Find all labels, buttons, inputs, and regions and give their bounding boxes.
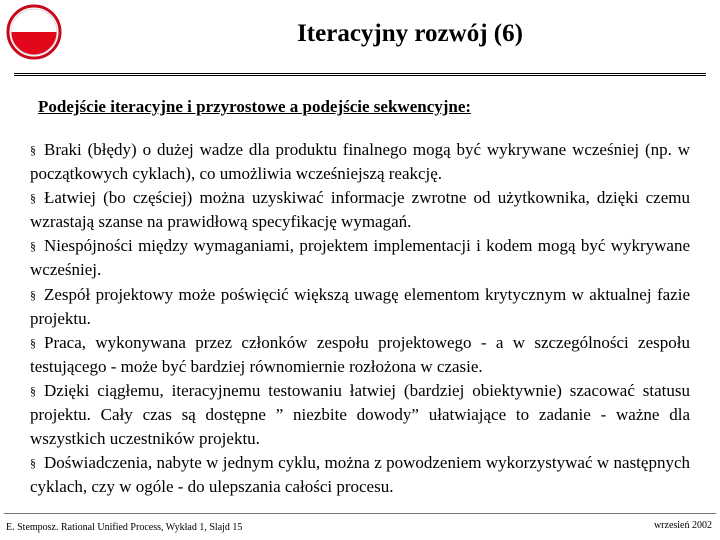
bullet-item [30, 283, 690, 331]
section-sign-icon: § [30, 335, 36, 350]
bullet-item [30, 379, 690, 451]
section-sign-icon: § [30, 287, 36, 302]
bullet-text: Zespół projektowy może poświęcić większą uwagę elementom krytycznym w aktualnej fazie projektu. [30, 284, 690, 328]
bullet-item [30, 331, 690, 379]
bullet-text: Doświadczenia, nabyte w jednym cyklu, można z powodzeniem wykorzystywać w następnych cyklach, czy w ogóle - do ulepszania całości procesu. [30, 453, 690, 497]
bullet-text: Dzięki ciągłemu, iteracyjnemu testowaniu łatwiej (bardziej obiektywnie) szacować statusu projektu. Cały czas są dostępne ” niezbite dowody” ułatwiające to zadanie - ważne dla wszystkich uczestników projektu. [30, 380, 690, 449]
section-subtitle: Podejście iteracyjne i przyrostowe a podejście sekwencyjne: [38, 97, 472, 116]
title-divider [14, 73, 706, 76]
bullet-list [30, 138, 690, 499]
section-sign-icon: § [30, 239, 36, 254]
polish-flag-circle-icon [6, 4, 62, 60]
bullet-text: Niespójności między wymaganiami, projektem implementacji i kodem mogą być wykrywane wcześniej. [30, 236, 690, 280]
bullet-text: Praca, wykonywana przez członków zespołu projektowego - a w szczególności zespołu testującego - może być bardziej równomiernie rozłożona w czasie. [30, 332, 690, 376]
bullet-text: Łatwiej (bo częściej) można uzyskiwać informacje zwrotne od użytkownika, dzięki czemu wzrastają szanse na prawidłową specyfikację wymagań. [30, 188, 690, 232]
footer-divider [4, 513, 716, 514]
bullet-item [30, 234, 690, 282]
bullet-item [30, 186, 690, 234]
section-sign-icon: § [30, 143, 36, 157]
section-sign-icon: § [30, 191, 36, 206]
section-sign-icon: § [30, 383, 36, 398]
bullet-text: Braki (błędy) o dużej wadze dla produktu finalnego mogą być wykrywane wcześniej (np. w początkowych cyklach), co umożliwia wcześniejszą reakcję. [30, 140, 690, 184]
footer-date: wrzesień 2002 [653, 520, 712, 531]
page-title: Iteracyjny rozwój (6) [297, 20, 523, 47]
bullet-item [30, 451, 690, 499]
polish-flag-logo [6, 4, 62, 60]
bullet-item [30, 138, 690, 186]
section-sign-icon: § [30, 456, 36, 471]
footer-credit: E. Stemposz. Rational Unified Process, Wykład 1, Slajd 15 [6, 522, 243, 533]
